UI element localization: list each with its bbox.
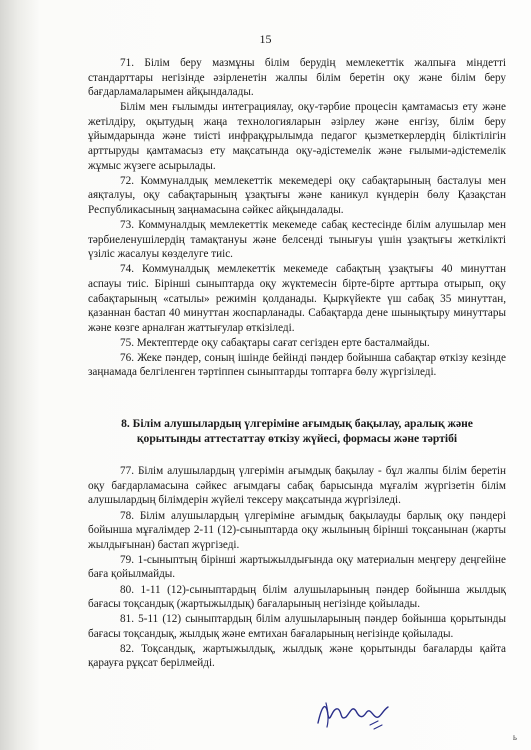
paragraph-71: 71. Білім беру мазмұны білім берудің мемлекеттік жалпыға міндетті стандарттары негізінде әзірленетін жалпы білім беретін оқу және білім беру бағдарламаларымен айқындалады. bbox=[88, 57, 506, 99]
section-heading: 8. Білім алушылардың үлгеріміне ағымдық бақылау, аралық және қорытынды аттестаттау өткізу жүйесі, формасы және тәртібі bbox=[121, 417, 473, 445]
paragraph-74: 74. Коммуналдық мемлекеттік мекемеде сабақтың ұзақтығы 40 минуттан аспауы тиіс. Бірінші сыныптарда оқу жүктемесін бірте-бірте арттыра отырып, оқу сабақтарының «сатылы» режимін қолданады. Қыркүйекте үш сабақ 35 минуттан, қазаннан бастап 40 минуттан жоспарланады. Сабақтарда дене шынықтыру минуттары және көзге арналған жаттығулар өткізіледі. bbox=[88, 263, 506, 334]
paragraph-79: 79. 1-сыныптың бірінші жартыжылдығында оқу материалын меңгеру деңгейіне баға қойылмайды. bbox=[88, 553, 506, 581]
paragraph-75: 75. Мектептерде оқу сабақтары сағат сегізден ерте басталмайды. bbox=[120, 336, 430, 349]
signature-icon bbox=[312, 695, 392, 733]
paragraph-73: 73. Коммуналдық мемлекеттік мекемеде сабақ кестесінде білім алушылар мен тәрбиеленушілердің тамақтануы және белсенді тынығуы үшін ұзақтығы жеткілікті үзіліс жасалуы көзделуге тиіс. bbox=[88, 219, 506, 261]
page-number: 15 bbox=[259, 32, 272, 46]
paragraph-81: 81. 5-11 (12) сыныптардың білім алушыларының пәндер бойынша қорытынды бағасы тоқсандық, жылдық және емтихан бағаларының негізінде қойылады. bbox=[88, 613, 506, 640]
paragraph-80: 80. 1-11 (12)-сыныптардың білім алушыларының пәндер бойынша жылдық бағасы тоқсандық (жартыжылдық) бағаларының негізінде қойылады. bbox=[88, 583, 506, 611]
spacer bbox=[88, 380, 506, 417]
paragraph-82: 82. Тоқсандық, жартыжылдық, жылдық және қорытынды бағаларды қайта қарауға рұқсат берілмейді. bbox=[88, 642, 506, 670]
paragraph-77: 77. Білім алушылардың үлгерімін ағымдық бақылау - бұл жалпы білім беретін оқу бағдарламасына сәйкес ағымдағы сабақ барысында мұғалім жүргізетін білім алушылардың білімдерін жүйелі тексеру мақсатында жүргізіледі. bbox=[88, 465, 506, 507]
paragraph-76: 76. Жеке пәндер, соның ішінде бейінді пәндер бойынша сабақтар өткізу кезінде заңнамада белгіленген тәртіппен сыныптарды топтарға бөлу жүргізіледі. bbox=[88, 351, 506, 379]
document-body bbox=[88, 56, 506, 671]
paragraph-78: 78. Білім алушылардың үлгеріміне ағымдық бақылауды барлық оқу пәндері бойынша мұғалімдер 2-11 (12)-сыныптарда оқу жылының бірінші тоқсанынан (жарты жылдығынан) бастап жүргізеді. bbox=[88, 509, 506, 551]
spacer bbox=[88, 446, 506, 464]
paragraph-72: 72. Коммуналдық мемлекеттік мекемедері оқу сабақтарының басталуы мен аяқталуы, оқу сабақтарының ұзақтығы және каникул күндерін бөлу Қазақстан Республикасының заңнамасына сәйкес айқындалады. bbox=[88, 174, 506, 216]
paragraph-integration: Білім мен ғылымды интеграциялау, оқу-тәрбие процесін қамтамасыз ету және жетілдіру, оқытудың жаңа технологияларын әзірлеу және енгізу, білім беру ұйымдарында және тиісті инфрақұрылымда педагог қызметкерлердің біліктілігін арттыруды қамтамасыз ету мақсатында оқу-әдістемелік және ғылыми-әдістемелік жұмыс жүзеге асырылады. bbox=[88, 101, 506, 172]
corner-mark: ь bbox=[512, 732, 517, 742]
